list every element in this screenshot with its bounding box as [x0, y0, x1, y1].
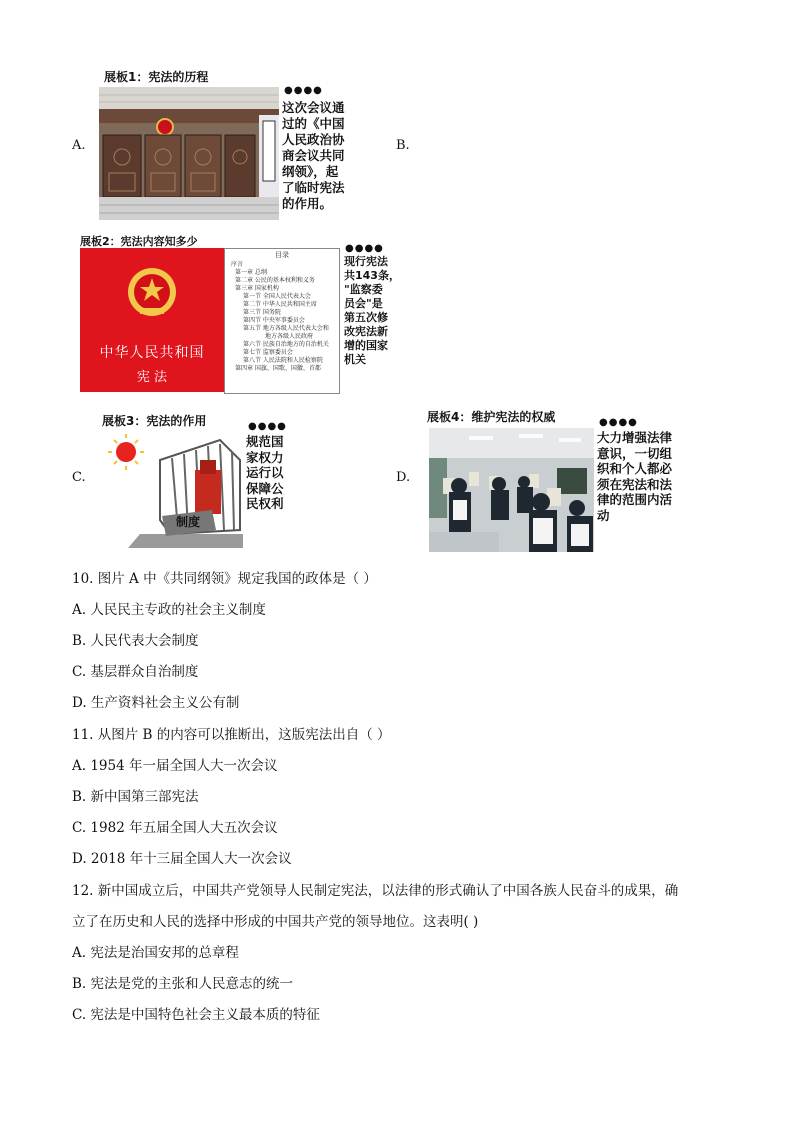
panel3-dots: ●●●● — [248, 421, 287, 432]
panel3-caption — [246, 434, 284, 512]
question-11-option-c: C. 1982 年五届全国人大五次会议 — [72, 820, 278, 836]
toc-item: 第七节 监察委员会 — [243, 349, 293, 356]
question-11-option-d: D. 2018 年十三届全国人大一次会议 — [72, 851, 292, 867]
caption-line: 的作用。 — [282, 196, 333, 211]
question-10-option-c: C. 基层群众自治制度 — [72, 664, 199, 680]
question-10-option-b: B. 人民代表大会制度 — [72, 633, 199, 649]
option-c-label: C. — [72, 470, 86, 485]
caption-line: 保障公 — [246, 480, 284, 496]
question-12-option-c: C. 宪法是中国特色社会主义最本质的特征 — [72, 1007, 320, 1023]
panel2-dots: ●●●● — [345, 243, 384, 254]
caption-line: 织和个人都必 — [597, 461, 673, 476]
classroom-photo — [429, 428, 594, 552]
toc-item: 第二节 中华人民共和国主席 — [243, 301, 317, 308]
panel4-dots: ●●●● — [599, 417, 638, 428]
panel1-caption — [282, 100, 345, 212]
toc-heading: 目录 — [275, 251, 289, 259]
caption-line: 纲领》，起 — [282, 164, 339, 179]
cover-title: 中华人民共和国 — [99, 345, 205, 361]
caption-line: 意识，一切组 — [597, 445, 673, 461]
caption-line: 民权利 — [246, 496, 284, 511]
panel1-dots: ●●●● — [284, 85, 323, 96]
caption-line: 律的范围内活 — [597, 492, 673, 507]
option-b-label: B. — [396, 138, 410, 153]
toc-item: 第一节 全国人民代表大会 — [243, 293, 311, 300]
caption-line: 第五次修 — [344, 311, 388, 324]
option-d-label: D. — [396, 470, 411, 485]
caption-line: 改宪法新 — [344, 325, 388, 338]
caption-line: 商会议共同 — [282, 148, 345, 163]
question-10-option-a: A. 人民民主专政的社会主义制度 — [72, 602, 266, 618]
question-12-stem-line1: 12. 新中国成立后，中国共产党领导人民制定宪法，以法律的形式确认了中国各族人民奋斗的成果，确 — [72, 883, 679, 899]
panel1-title: 展板1：宪法的历程 — [104, 70, 209, 84]
table-of-contents — [224, 248, 340, 394]
question-12-option-b: B. 宪法是党的主张和人民意志的统一 — [72, 976, 294, 992]
caption-line: 这次会议通 — [282, 100, 345, 115]
caption-line: 人民政治协 — [282, 132, 345, 147]
toc-item: 第五节 地方各级人民代表大会和 — [243, 325, 329, 332]
toc-item: 第三节 国务院 — [243, 309, 281, 316]
cage-label: 制度 — [176, 515, 201, 529]
caption-line: 了临时宪法 — [282, 180, 345, 195]
caption-line: 共143条， — [344, 269, 400, 282]
question-10-stem: 10. 图片 A 中《共同纲领》规定我国的政体是（ ） — [72, 571, 377, 587]
caption-line: 家权力 — [246, 449, 284, 465]
caption-line: "监察委 — [344, 283, 383, 296]
question-12-option-a: A. 宪法是治国安邦的总章程 — [72, 945, 239, 961]
toc-item: 地方各级人民政府 — [265, 333, 314, 340]
caption-line: 运行以 — [246, 465, 284, 480]
toc-item: 第三章 国家机构 — [235, 285, 279, 292]
caption-line: 须在宪法和法 — [597, 476, 673, 492]
panel2-caption — [344, 255, 400, 367]
question-11-stem: 11. 从图片 B 的内容可以推断出，这版宪法出自（ ） — [72, 727, 391, 743]
panel4-caption — [597, 430, 672, 523]
panel2-title: 展板2：宪法内容知多少 — [80, 235, 198, 248]
cover-subtitle: 宪 法 — [136, 370, 168, 385]
caption-line: 动 — [597, 507, 610, 523]
toc-item: 第八节 人民法院和人民检察院 — [243, 357, 323, 364]
toc-item: 第一章 总纲 — [235, 269, 267, 276]
caption-line: 规范国 — [246, 434, 284, 449]
constitution-cover — [80, 248, 224, 392]
caption-line: 大力增强法律 — [597, 430, 673, 445]
toc-item: 第六节 民族自治地方的自治机关 — [243, 341, 329, 348]
power-cage-cartoon — [100, 430, 243, 548]
toc-item: 序言 — [231, 261, 244, 268]
panel3-title: 展板3：宪法的作用 — [102, 414, 207, 428]
caption-line: 增的国家 — [344, 339, 388, 352]
panel1-photo — [99, 87, 279, 220]
question-12-stem-line2: 立了在历史和人民的选择中形成的中国共产党的领导地位。这表明( ) — [72, 914, 479, 930]
panel4-title: 展板4：维护宪法的权威 — [427, 410, 556, 424]
caption-line: 过的《中国 — [282, 116, 345, 131]
question-11-option-a: A. 1954 年一届全国人大一次会议 — [72, 758, 278, 774]
question-11-option-b: B. 新中国第三部宪法 — [72, 789, 199, 805]
caption-line: 员会"是 — [344, 297, 383, 310]
caption-line: 机关 — [344, 353, 366, 366]
toc-item: 第四章 国旗、国歌、国徽、首都 — [235, 365, 321, 372]
option-a-label: A. — [72, 138, 86, 153]
question-10-option-d: D. 生产资料社会主义公有制 — [72, 695, 240, 711]
toc-item: 第二章 公民的基本权利和义务 — [235, 277, 315, 284]
caption-line: 现行宪法 — [344, 255, 388, 268]
toc-item: 第四节 中央军事委员会 — [243, 317, 305, 324]
